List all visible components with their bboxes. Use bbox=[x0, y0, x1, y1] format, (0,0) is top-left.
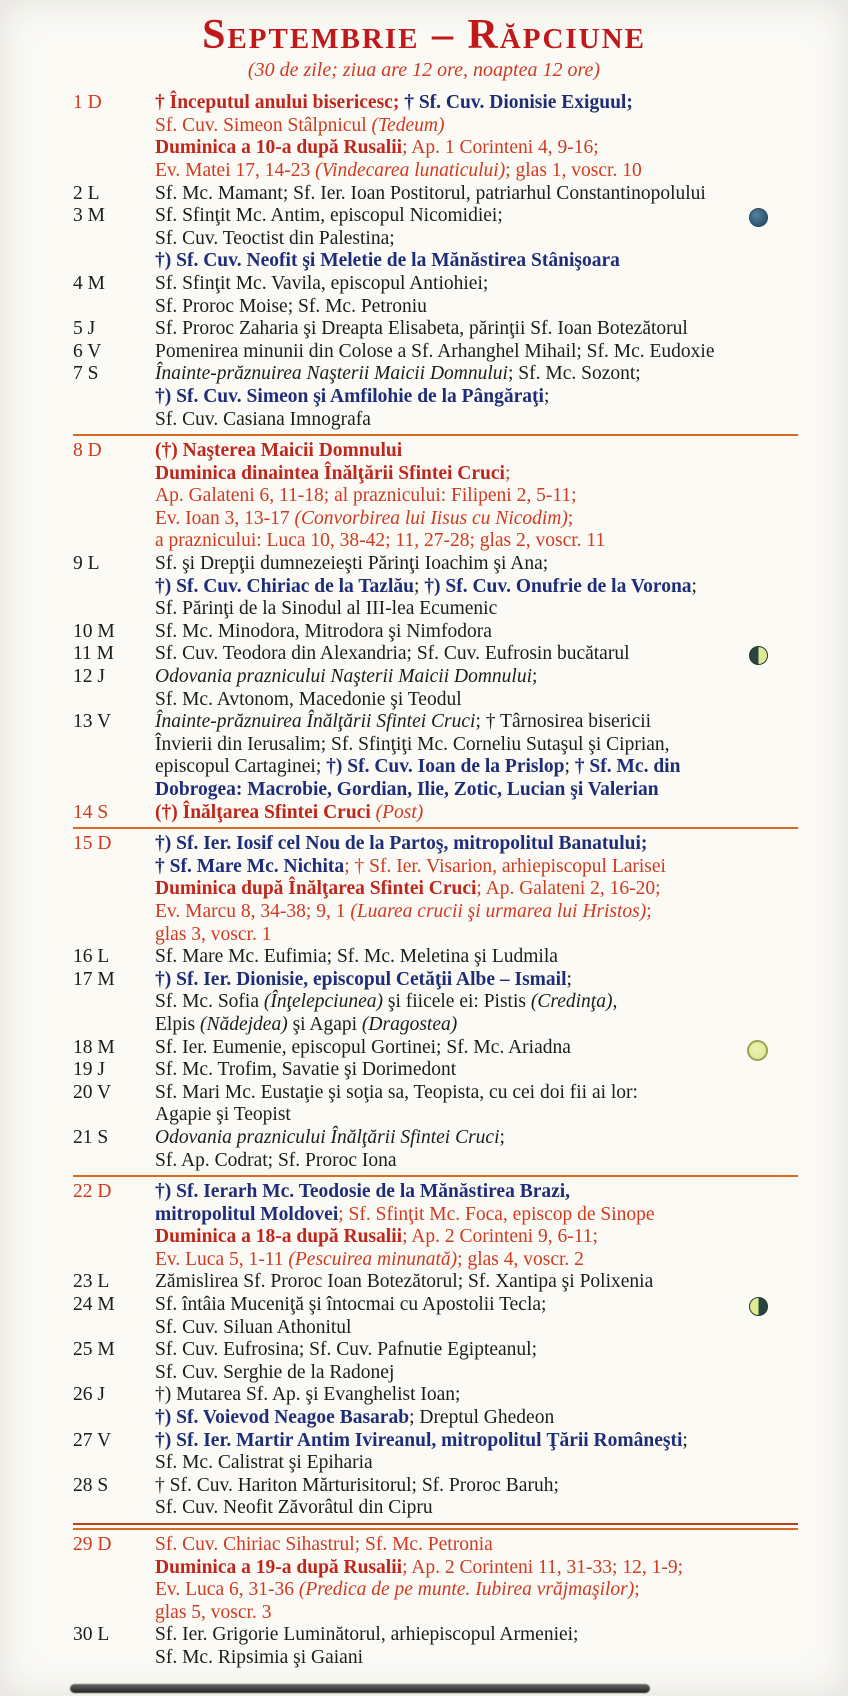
calendar-day-row bbox=[73, 1059, 798, 1082]
feast-text-segment: † Sf. Mc. din bbox=[574, 756, 681, 778]
day-feasts bbox=[155, 833, 798, 946]
feast-text-segment: Ev. Luca 5, 1-11 bbox=[155, 1248, 289, 1270]
feast-line bbox=[155, 1204, 798, 1227]
feast-text-segment: (Convorbirea lui Iisus cu Nicodim) bbox=[294, 507, 568, 529]
feast-text-segment: ; Ap. Galateni 2, 16-20; bbox=[476, 878, 661, 900]
feast-line bbox=[155, 734, 798, 757]
day-date-label: 8 D bbox=[73, 440, 102, 462]
feast-line bbox=[155, 621, 798, 644]
feast-text-segment: Înainte-prăznuirea Naşterii Maicii Domnului bbox=[155, 363, 508, 385]
calendar-day-row bbox=[73, 833, 798, 946]
day-date-label: 30 L bbox=[73, 1624, 110, 1646]
day-date-label: 6 V bbox=[73, 340, 102, 362]
day-feasts bbox=[155, 1271, 798, 1294]
calendar-day-row bbox=[73, 666, 798, 711]
feast-line bbox=[155, 1407, 798, 1430]
feast-line bbox=[155, 643, 798, 666]
feast-text-segment: Sf. Cuv. Teoctist din Palestina; bbox=[155, 227, 395, 249]
feast-text-segment: Ev. Luca 6, 31-36 bbox=[155, 1579, 299, 1601]
day-feasts bbox=[155, 1059, 798, 1082]
feast-text-segment: (†) Înălţarea Sfintei Cruci bbox=[155, 801, 376, 823]
feast-line bbox=[155, 205, 798, 228]
feast-text-segment: glas 5, voscr. 3 bbox=[155, 1601, 272, 1623]
day-date-label: 16 L bbox=[73, 946, 110, 968]
day-date-label: 18 M bbox=[73, 1036, 115, 1058]
feast-line bbox=[155, 689, 798, 712]
feast-text-segment: Pomenirea minunii din Colose a Sf. Arhanghel Mihail; Sf. Mc. Eudoxie bbox=[155, 340, 715, 362]
feast-text-segment: ; † Sf. Ier. Visarion, arhiepiscopul Larisei bbox=[344, 855, 666, 877]
feast-text-segment: (†) Naşterea Maicii Domnului bbox=[155, 440, 403, 462]
feast-line bbox=[155, 1430, 798, 1453]
feast-line bbox=[155, 1037, 798, 1060]
feast-text-segment: Sf. Mc. Calistrat şi Epiharia bbox=[155, 1452, 373, 1474]
day-feasts bbox=[155, 621, 798, 644]
feast-text-segment: Sf. Cuv. Serghie de la Radonej bbox=[155, 1361, 395, 1383]
day-date-label: 13 V bbox=[73, 711, 112, 733]
feast-line bbox=[155, 576, 798, 599]
feast-text-segment: † Sf. Mare Mc. Nichita bbox=[155, 855, 345, 877]
page-header bbox=[0, 0, 848, 82]
feast-text-segment: (Credinţa) bbox=[530, 991, 613, 1013]
feast-line bbox=[155, 711, 798, 734]
feast-text-segment: ; bbox=[543, 385, 550, 407]
feast-text-segment: Odovania praznicului Naşterii Maicii Domnului bbox=[155, 666, 532, 688]
feast-text-segment: Sf. Mc. Minodora, Mitrodora şi Nimfodora bbox=[155, 620, 492, 642]
feast-line bbox=[155, 183, 798, 206]
calendar-day-row bbox=[73, 440, 798, 553]
calendar-day-row bbox=[73, 621, 798, 644]
day-feasts bbox=[155, 666, 798, 711]
feast-line bbox=[155, 878, 798, 901]
feast-line bbox=[155, 1127, 798, 1150]
feast-text-segment: (Vindecarea lunaticului) bbox=[315, 159, 506, 181]
feast-line bbox=[155, 1384, 798, 1407]
calendar-day-row bbox=[73, 205, 798, 273]
feast-text-segment: ; bbox=[567, 507, 574, 529]
feast-text-segment: ; bbox=[531, 666, 538, 688]
feast-line bbox=[155, 250, 798, 273]
feast-text-segment: Duminica după Înălţarea Sfintei Cruci bbox=[155, 878, 477, 900]
feast-text-segment: ; bbox=[504, 462, 511, 484]
day-feasts bbox=[155, 1475, 798, 1520]
feast-text-segment: mitropolitul Moldovei bbox=[155, 1203, 339, 1225]
feast-text-segment: ; glas 1, voscr. 10 bbox=[505, 159, 642, 181]
calendar-day-row bbox=[73, 946, 798, 969]
feast-line bbox=[155, 1475, 798, 1498]
calendar-day-row bbox=[73, 1475, 798, 1520]
feast-line bbox=[155, 553, 798, 576]
day-date-label: 4 M bbox=[73, 272, 105, 294]
feast-line bbox=[155, 779, 798, 802]
feast-text-segment: †) Sf. Ier. Martir Antim Ivireanul, mitropolitul Ţării Româneşti bbox=[155, 1429, 683, 1451]
feast-text-segment: Ap. Galateni 6, 11-18; al praznicului: Filipeni 2, 5-11; bbox=[155, 485, 577, 507]
day-feasts bbox=[155, 1534, 798, 1624]
first-quarter-moon-icon bbox=[749, 646, 768, 665]
day-feasts bbox=[155, 1181, 798, 1271]
feast-text-segment: (Nădejdea) bbox=[199, 1013, 288, 1035]
feast-text-segment: Sf. Proroc Zaharia şi Dreapta Elisabeta, părinţii Sf. Ioan Botezătorul bbox=[155, 318, 688, 340]
feast-line bbox=[155, 160, 798, 183]
feast-line bbox=[155, 1294, 798, 1317]
feast-text-segment: Odovania praznicului Înălţării Sfintei Cruci bbox=[155, 1126, 500, 1148]
feast-text-segment: †) Sf. Cuv. Simeon şi Amfilohie de la Pângăraţi bbox=[155, 385, 544, 407]
feast-text-segment: ; bbox=[564, 756, 575, 778]
calendar-day-row bbox=[73, 273, 798, 318]
feast-text-segment: Sf. întâia Muceniţă şi întocmai cu Apostolii Tecla; bbox=[155, 1294, 547, 1316]
feast-text-segment: glas 3, voscr. 1 bbox=[155, 923, 272, 945]
day-feasts bbox=[155, 92, 798, 182]
feast-text-segment: ; Ap. 2 Corinteni 9, 6-11; bbox=[402, 1226, 598, 1248]
feast-text-segment: ; bbox=[413, 575, 425, 597]
calendar-day-row bbox=[73, 553, 798, 621]
feast-text-segment: Elpis bbox=[155, 1013, 200, 1035]
feast-text-segment: Sf. Cuv. Neofit Zăvorâtul din Cipru bbox=[155, 1497, 433, 1519]
feast-line bbox=[155, 363, 798, 386]
feast-line bbox=[155, 440, 798, 463]
feast-text-segment: ; bbox=[646, 900, 652, 922]
feast-text-segment: (Înţelepciunea) bbox=[263, 991, 383, 1013]
day-feasts bbox=[155, 205, 798, 273]
day-feasts bbox=[155, 1624, 798, 1669]
feast-line bbox=[155, 1271, 798, 1294]
day-feasts bbox=[155, 1037, 798, 1060]
feast-line bbox=[155, 1362, 798, 1385]
feast-line bbox=[155, 463, 798, 486]
calendar-day-row bbox=[73, 92, 798, 182]
feast-text-segment: Ev. Marcu 8, 34-38; 9, 1 bbox=[155, 900, 351, 922]
month-title: Septembrie – Răpciune bbox=[202, 12, 646, 58]
day-date-label: 23 L bbox=[73, 1271, 110, 1293]
feast-text-segment: Sf. Cuv. Eufrosina; Sf. Cuv. Pafnutie Egipteanul; bbox=[155, 1339, 538, 1361]
feast-text-segment: †) Sf. Ier. Iosif cel Nou de la Partoş, mitropolitul Banatului; bbox=[155, 833, 648, 855]
feast-text-segment: ; bbox=[691, 575, 697, 597]
feast-text-segment: Sf. Cuv. Casiana Imnografa bbox=[155, 408, 371, 430]
day-feasts bbox=[155, 1294, 798, 1339]
last-quarter-moon-icon bbox=[749, 1297, 768, 1316]
calendar-day-row bbox=[73, 1294, 798, 1339]
feast-text-segment: † Sf. Cuv. Hariton Mărturisitorul; Sf. Proroc Baruh; bbox=[155, 1474, 559, 1496]
feast-line bbox=[155, 1014, 798, 1037]
day-date-label: 25 M bbox=[73, 1339, 115, 1361]
feast-line bbox=[155, 1082, 798, 1105]
day-feasts bbox=[155, 1384, 798, 1429]
feast-text-segment: Ev. Matei 17, 14-23 bbox=[155, 159, 316, 181]
full-moon-icon bbox=[747, 1040, 768, 1061]
feast-line bbox=[155, 1557, 798, 1580]
feast-text-segment: , bbox=[612, 991, 618, 1013]
feast-line bbox=[155, 409, 798, 432]
feast-line bbox=[155, 228, 798, 251]
day-date-label: 22 D bbox=[73, 1181, 112, 1203]
feast-text-segment: (Dragostea) bbox=[361, 1013, 458, 1035]
feast-line bbox=[155, 1624, 798, 1647]
feast-line bbox=[155, 833, 798, 856]
feast-text-segment: †) Mutarea Sf. Ap. şi Evanghelist Ioan; bbox=[155, 1384, 461, 1406]
feast-line bbox=[155, 1579, 798, 1602]
feast-line bbox=[155, 1534, 798, 1557]
day-date-label: 29 D bbox=[73, 1534, 112, 1555]
day-feasts bbox=[155, 363, 798, 431]
feast-text-segment: şi fiicele ei: Pistis bbox=[382, 991, 531, 1013]
calendar-day-row bbox=[73, 363, 798, 431]
day-date-label: 11 M bbox=[73, 643, 114, 665]
day-feasts bbox=[155, 318, 798, 341]
feast-line bbox=[155, 137, 798, 160]
feast-text-segment: Sf. Proroc Moise; Sf. Mc. Petroniu bbox=[155, 295, 427, 317]
feast-text-segment: †) Sf. Ier. Dionisie, episcopul Cetăţii Albe – Ismail bbox=[155, 968, 567, 990]
feast-line bbox=[155, 1104, 798, 1127]
feast-line bbox=[155, 666, 798, 689]
feast-line bbox=[155, 386, 798, 409]
day-feasts bbox=[155, 946, 798, 969]
feast-text-segment: Sf. Sfinţit Mc. Vavila, episcopul Antiohiei; bbox=[155, 272, 489, 294]
feast-text-segment: Sf. Cuv. Chiriac Sihastrul; Sf. Mc. Petronia bbox=[155, 1534, 493, 1555]
feast-text-segment: Dobrogea: Macrobie, Gordian, Ilie, Zotic, Lucian şi Valerian bbox=[155, 779, 659, 800]
feast-line bbox=[155, 485, 798, 508]
feast-text-segment: Sf. Mc. Sofia bbox=[155, 991, 264, 1013]
feast-text-segment: Învierii din Ierusalim; Sf. Sfinţiţi Mc. Corneliu Sutaşul şi Ciprian, bbox=[155, 733, 670, 755]
calendar-day-row bbox=[73, 643, 798, 666]
day-date-label: 19 J bbox=[73, 1059, 105, 1081]
day-feasts bbox=[155, 1082, 798, 1127]
feast-line bbox=[155, 530, 798, 553]
day-date-label: 24 M bbox=[73, 1294, 115, 1316]
feast-text-segment: Sf. Părinţi de la Sinodul al III-lea Ecumenic bbox=[155, 598, 498, 620]
day-date-label: 15 D bbox=[73, 833, 112, 855]
day-feasts bbox=[155, 802, 798, 825]
calendar-day-row bbox=[73, 711, 798, 801]
feast-text-segment: Duminica a 19-a după Rusalii bbox=[155, 1556, 403, 1578]
feast-text-segment: Sf. Mc. Mamant; Sf. Ier. Ioan Postitorul, patriarhul Constantinopolului bbox=[155, 182, 706, 204]
feast-text-segment: Sf. Sfinţit Mc. Antim, episcopul Nicomidiei; bbox=[155, 205, 503, 227]
feast-text-segment: şi Agapi bbox=[287, 1013, 362, 1035]
day-feasts bbox=[155, 440, 798, 553]
day-feasts bbox=[155, 711, 798, 801]
feast-text-segment: ; bbox=[499, 1126, 505, 1148]
calendar-day-row bbox=[73, 1271, 798, 1294]
feast-text-segment: Sf. Mari Mc. Eustaţie şi soţia sa, Teopista, cu cei doi fii ai lor: bbox=[155, 1081, 638, 1103]
week-divider bbox=[73, 827, 798, 829]
day-feasts bbox=[155, 643, 798, 666]
feast-line bbox=[155, 991, 798, 1014]
feast-line bbox=[155, 756, 798, 779]
calendar-day-row bbox=[73, 1037, 798, 1060]
feast-line bbox=[155, 1181, 798, 1204]
feast-text-segment: Sf. Cuv. Simeon Stâlpnicul bbox=[155, 114, 372, 136]
feast-line bbox=[155, 1497, 798, 1520]
feast-text-segment: ; glas 4, voscr. 2 bbox=[457, 1248, 584, 1270]
feast-text-segment: †) Sf. Voievod Neagoe Basarab bbox=[155, 1407, 410, 1429]
day-date-label: 1 D bbox=[73, 92, 102, 114]
feast-text-segment: Sf. Cuv. Siluan Athonitul bbox=[155, 1316, 352, 1338]
day-feasts bbox=[155, 553, 798, 621]
day-date-label: 20 V bbox=[73, 1081, 112, 1103]
calendar-day-row bbox=[73, 341, 798, 364]
feast-line bbox=[155, 92, 798, 115]
calendar-day-row bbox=[73, 1181, 798, 1271]
feast-text-segment: episcopul Cartaginei; bbox=[155, 756, 327, 778]
calendar-days bbox=[0, 82, 848, 1669]
feast-text-segment: †) Sf. Cuv. Chiriac de la Tazlău bbox=[155, 575, 414, 597]
feast-line bbox=[155, 1317, 798, 1340]
week-divider bbox=[73, 434, 798, 436]
day-date-label: 3 M bbox=[73, 205, 105, 227]
day-date-label: 5 J bbox=[73, 318, 96, 340]
feast-line bbox=[155, 273, 798, 296]
feast-line bbox=[155, 1226, 798, 1249]
feast-line bbox=[155, 341, 798, 364]
scan-artifact-bar bbox=[70, 1684, 650, 1693]
feast-text-segment: a praznicului: Luca 10, 38-42; 11, 27-28; glas 2, voscr. 11 bbox=[155, 530, 606, 552]
calendar-day-row bbox=[73, 1384, 798, 1429]
feast-text-segment: Duminica a 18-a după Rusalii bbox=[155, 1226, 403, 1248]
day-feasts bbox=[155, 341, 798, 364]
day-date-label: 26 J bbox=[73, 1384, 105, 1406]
feast-text-segment: ; bbox=[566, 968, 572, 990]
day-date-label: 14 S bbox=[73, 801, 109, 823]
feast-line bbox=[155, 1602, 798, 1625]
feast-text-segment: Zămislirea Sf. Proroc Ioan Botezătorul; Sf. Xantipa şi Polixenia bbox=[155, 1271, 654, 1293]
day-feasts bbox=[155, 273, 798, 318]
feast-text-segment: ; Ap. 2 Corinteni 11, 31-33; 12, 1-9; bbox=[402, 1556, 683, 1578]
calendar-day-row bbox=[73, 1534, 798, 1624]
feast-text-segment: (Luarea crucii şi urmarea lui Hristos) bbox=[350, 900, 647, 922]
feast-text-segment: Ev. Ioan 3, 13-17 bbox=[155, 507, 295, 529]
calendar-day-row bbox=[73, 1082, 798, 1127]
feast-line bbox=[155, 969, 798, 992]
feast-line bbox=[155, 1150, 798, 1173]
feast-text-segment: Sf. Mc. Avtonom, Macedonie şi Teodul bbox=[155, 688, 462, 710]
feast-line bbox=[155, 508, 798, 531]
week-divider bbox=[73, 1175, 798, 1177]
calendar-day-row bbox=[73, 1430, 798, 1475]
feast-text-segment: † Începutul anului bisericesc; bbox=[155, 92, 405, 114]
feast-text-segment: (Post) bbox=[375, 801, 424, 823]
day-feasts bbox=[155, 969, 798, 1037]
feast-text-segment: ; Dreptul Ghedeon bbox=[409, 1407, 555, 1429]
day-feasts bbox=[155, 1430, 798, 1475]
feast-text-segment: †) Sf. Ierarh Mc. Teodosie de la Mănăstirea Brazi, bbox=[155, 1181, 571, 1203]
calendar-day-row bbox=[73, 1339, 798, 1384]
feast-text-segment: ; bbox=[682, 1429, 688, 1451]
month-subtitle: (30 de zile; ziua are 12 ore, noaptea 12 ore) bbox=[247, 59, 601, 82]
feast-text-segment: Duminica a 10-a după Rusalii bbox=[155, 137, 403, 159]
feast-text-segment: Duminica dinaintea Înălţării Sfintei Cruci bbox=[155, 462, 505, 484]
day-feasts bbox=[155, 1339, 798, 1384]
calendar-day-row bbox=[73, 183, 798, 206]
feast-text-segment: Înainte-prăznuirea Înălţării Sfintei Cruci bbox=[155, 711, 476, 733]
feast-line bbox=[155, 1647, 798, 1670]
feast-line bbox=[155, 1059, 798, 1082]
feast-line bbox=[155, 598, 798, 621]
feast-text-segment: ; Sf. Sfinţit Mc. Foca, episcop de Sinope bbox=[338, 1203, 655, 1225]
feast-text-segment: (Tedeum) bbox=[371, 114, 445, 136]
feast-text-segment: (Predica de pe munte. Iubirea vrăjmaşilor) bbox=[298, 1579, 635, 1601]
feast-line bbox=[155, 1249, 798, 1272]
day-feasts bbox=[155, 183, 798, 206]
day-date-label: 28 S bbox=[73, 1474, 109, 1496]
feast-text-segment: (Pescuirea minunată) bbox=[288, 1248, 458, 1270]
feast-text-segment: ; Sf. Mc. Sozont; bbox=[507, 363, 641, 385]
calendar-day-row bbox=[73, 318, 798, 341]
feast-text-segment: Sf. Mc. Trofim, Savatie şi Dorimedont bbox=[155, 1059, 457, 1081]
feast-text-segment: † Sf. Cuv. Dionisie Exiguul; bbox=[404, 92, 633, 114]
feast-text-segment: ; bbox=[634, 1579, 640, 1601]
feast-line bbox=[155, 296, 798, 319]
feast-text-segment: Sf. Ier. Eumenie, episcopul Gortinei; Sf. Mc. Ariadna bbox=[155, 1036, 571, 1058]
day-date-label: 7 S bbox=[73, 363, 99, 385]
feast-line bbox=[155, 924, 798, 947]
feast-line bbox=[155, 115, 798, 138]
day-date-label: 2 L bbox=[73, 182, 100, 204]
feast-text-segment: Sf. Ap. Codrat; Sf. Proroc Iona bbox=[155, 1149, 397, 1171]
feast-text-segment: †) Sf. Cuv. Ioan de la Prislop bbox=[326, 756, 565, 778]
feast-text-segment: ; † Târnosirea bisericii bbox=[475, 711, 652, 733]
feast-line bbox=[155, 946, 798, 969]
feast-text-segment: †) Sf. Cuv. Onufrie de la Vorona bbox=[424, 575, 692, 597]
calendar-day-row bbox=[73, 802, 798, 825]
calendar-day-row bbox=[73, 1127, 798, 1172]
calendar-day-row bbox=[73, 969, 798, 1037]
day-date-label: 27 V bbox=[73, 1429, 112, 1451]
feast-text-segment: Agapie şi Teopist bbox=[155, 1104, 291, 1126]
feast-text-segment: Sf. şi Drepţii dumnezeieşti Părinţi Ioachim şi Ana; bbox=[155, 553, 549, 575]
feast-text-segment: Sf. Cuv. Teodora din Alexandria; Sf. Cuv. Eufrosin bucătarul bbox=[155, 643, 630, 665]
day-date-label: 10 M bbox=[73, 620, 115, 642]
day-date-label: 12 J bbox=[73, 666, 105, 688]
feast-line bbox=[155, 856, 798, 879]
feast-text-segment: †) Sf. Cuv. Neofit şi Meletie de la Mănăstirea Stânişoara bbox=[155, 250, 620, 272]
feast-text-segment: ; Ap. 1 Corinteni 4, 9-16; bbox=[402, 137, 599, 159]
feast-text-segment: Sf. Mc. Ripsimia şi Gaiani bbox=[155, 1646, 363, 1668]
day-date-label: 17 M bbox=[73, 968, 115, 990]
feast-text-segment: Sf. Mare Mc. Eufimia; Sf. Mc. Meletina şi Ludmila bbox=[155, 946, 558, 968]
feast-line bbox=[155, 1452, 798, 1475]
day-date-label: 21 S bbox=[73, 1126, 109, 1148]
week-divider bbox=[73, 1523, 798, 1530]
feast-text-segment: Sf. Ier. Grigorie Luminătorul, arhiepiscopul Armeniei; bbox=[155, 1624, 579, 1646]
day-date-label: 9 L bbox=[73, 553, 100, 575]
feast-line bbox=[155, 1339, 798, 1362]
calendar-day-row bbox=[73, 1624, 798, 1669]
feast-line bbox=[155, 901, 798, 924]
feast-line bbox=[155, 318, 798, 341]
new-moon-icon bbox=[749, 208, 768, 227]
day-feasts bbox=[155, 1127, 798, 1172]
feast-line bbox=[155, 802, 798, 825]
